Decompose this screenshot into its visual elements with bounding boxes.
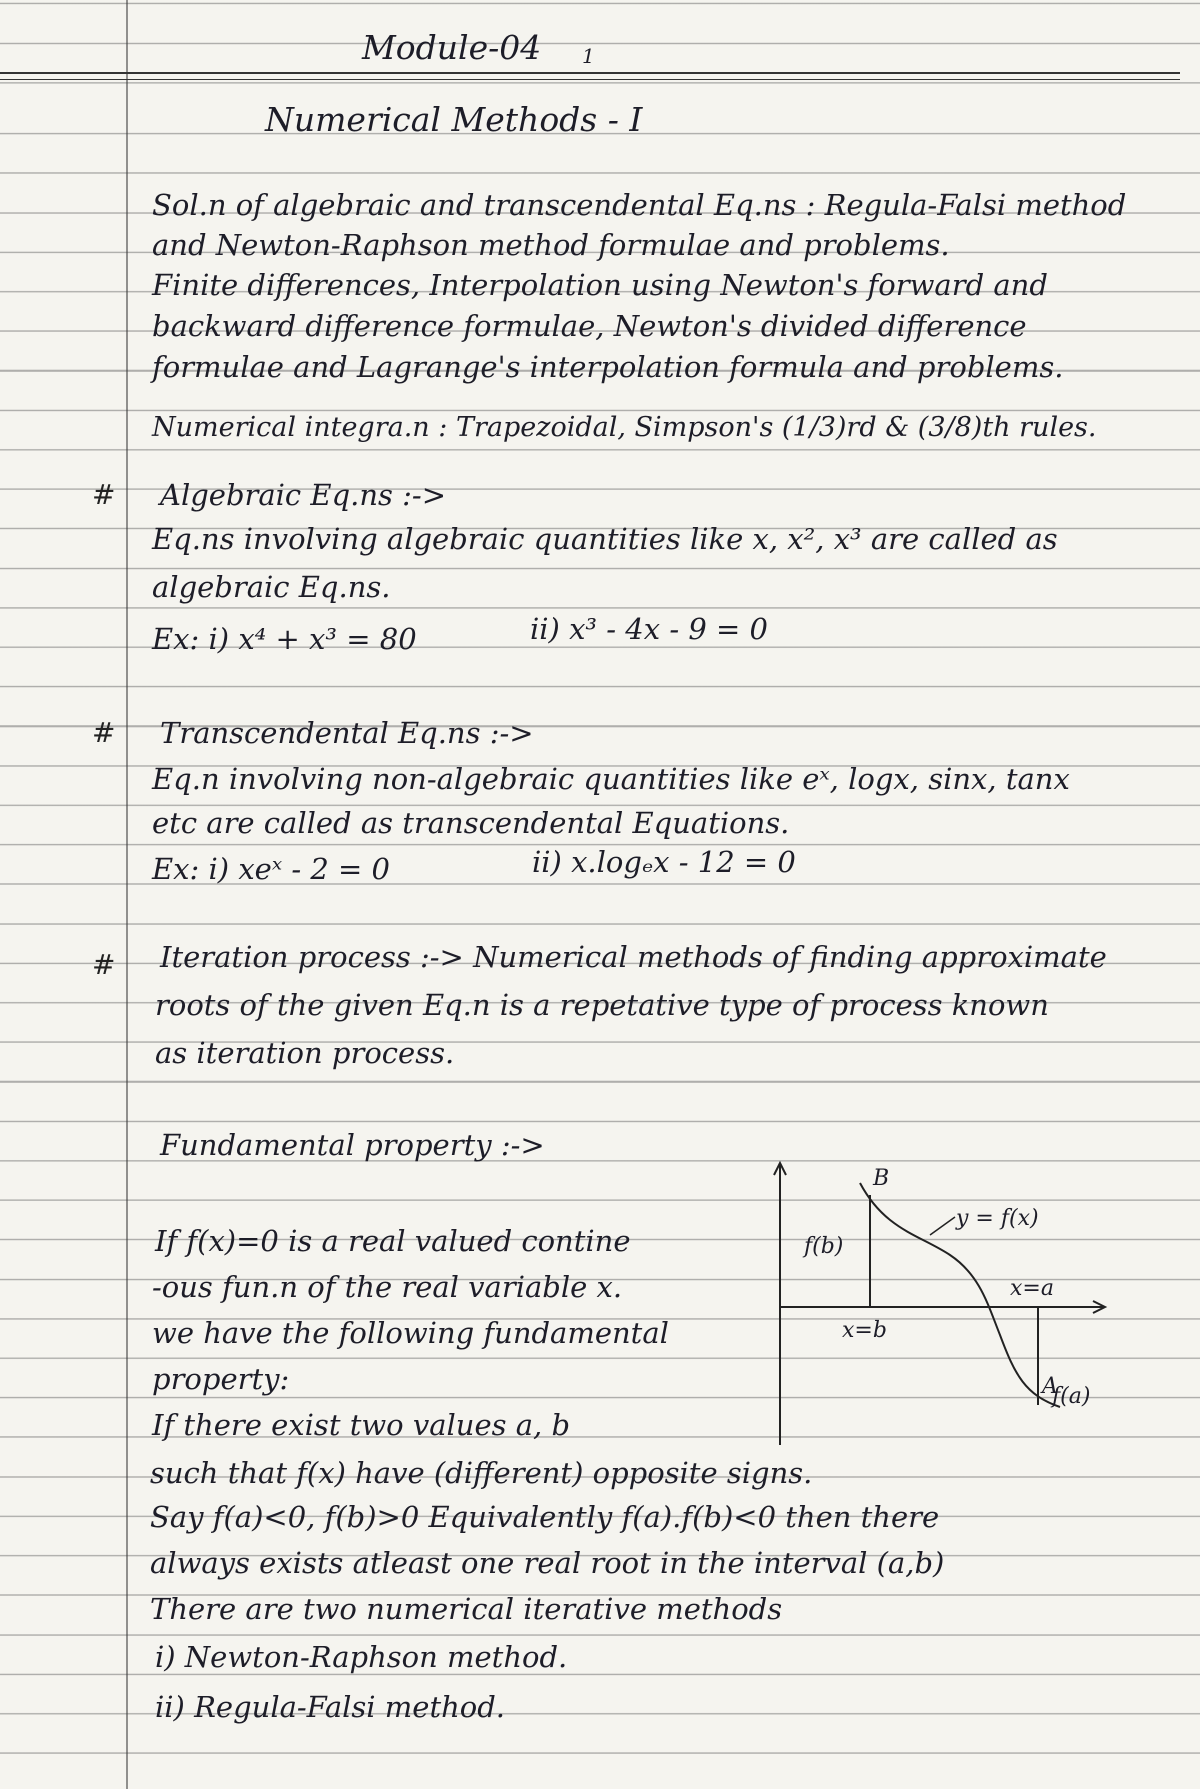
transcendental-line: etc are called as transcendental Equations. xyxy=(152,806,790,840)
fundamental-heading: Fundamental property :-> xyxy=(160,1128,545,1162)
syllabus-line: Finite differences, Interpolation using Newton's forward and xyxy=(152,268,1048,302)
algebraic-line: algebraic Eq.ns. xyxy=(152,570,391,604)
fundamental-line: ii) Regula-Falsi method. xyxy=(155,1690,506,1724)
label-x-a: x=a xyxy=(1010,1276,1054,1301)
syllabus-line: backward difference formulae, Newton's divided difference xyxy=(152,309,1027,343)
transcendental-line: Eq.n involving non-algebraic quantities like eˣ, logx, sinx, tanx xyxy=(152,762,1070,796)
syllabus-line: Numerical integra.n : Trapezoidal, Simpson's (1/3)rd & (3/8)th rules. xyxy=(152,412,1097,443)
syllabus-line: and Newton-Raphson method formulae and problems. xyxy=(152,228,950,262)
fundamental-line: If there exist two values a, b xyxy=(152,1408,571,1442)
fundamental-line: -ous fun.n of the real variable x. xyxy=(152,1270,623,1304)
label-curve: y = f(x) xyxy=(956,1206,1039,1231)
fundamental-line: such that f(x) have (different) opposite signs. xyxy=(150,1456,813,1490)
label-point-a: A xyxy=(1042,1374,1058,1399)
transcendental-example-2: ii) x.logₑx - 12 = 0 xyxy=(532,845,796,879)
page-number: 1 xyxy=(582,44,595,68)
page-title: Numerical Methods - I xyxy=(265,100,643,139)
transcendental-example-1: Ex: i) xeˣ - 2 = 0 xyxy=(152,852,391,886)
hash-bullet: # xyxy=(92,948,116,981)
algebraic-example-2: ii) x³ - 4x - 9 = 0 xyxy=(530,612,768,646)
fundamental-line: always exists atleast one real root in the interval (a,b) xyxy=(150,1546,945,1580)
fundamental-line: property: xyxy=(152,1362,290,1396)
label-fa: f(a) xyxy=(1052,1384,1091,1409)
syllabus-line: Sol.n of algebraic and transcendental Eq.ns : Regula-Falsi method xyxy=(152,188,1127,222)
curve-pointer xyxy=(930,1217,955,1235)
function-graph xyxy=(760,1155,1120,1455)
fundamental-line: There are two numerical iterative methods xyxy=(150,1592,783,1626)
iteration-line: roots of the given Eq.n is a repetative type of process known xyxy=(155,988,1049,1022)
header-rule-2 xyxy=(0,79,1180,80)
fundamental-line: i) Newton-Raphson method. xyxy=(155,1640,568,1674)
header-rule xyxy=(0,72,1180,74)
syllabus-line: formulae and Lagrange's interpolation formula and problems. xyxy=(152,350,1064,384)
fundamental-line: If f(x)=0 is a real valued contine xyxy=(155,1224,631,1258)
iteration-line: as iteration process. xyxy=(155,1036,455,1070)
hash-bullet: # xyxy=(92,716,116,749)
hash-bullet: # xyxy=(92,478,116,511)
label-fb: f(b) xyxy=(804,1234,844,1259)
module-heading: Module-04 xyxy=(362,28,542,67)
transcendental-heading: Transcendental Eq.ns :-> xyxy=(160,716,534,750)
label-x-b: x=b xyxy=(842,1318,887,1343)
algebraic-line: Eq.ns involving algebraic quantities like x, x², x³ are called as xyxy=(152,522,1058,556)
algebraic-example-1: Ex: i) x⁴ + x³ = 80 xyxy=(152,622,417,656)
margin-line xyxy=(126,0,128,1789)
iteration-line: Iteration process :-> Numerical methods of finding approximate xyxy=(160,940,1107,974)
algebraic-heading: Algebraic Eq.ns :-> xyxy=(160,478,446,512)
label-point-b: B xyxy=(873,1166,890,1191)
fundamental-line: we have the following fundamental xyxy=(152,1316,669,1350)
fundamental-line: Say f(a)<0, f(b)>0 Equivalently f(a).f(b)<0 then there xyxy=(150,1500,940,1534)
